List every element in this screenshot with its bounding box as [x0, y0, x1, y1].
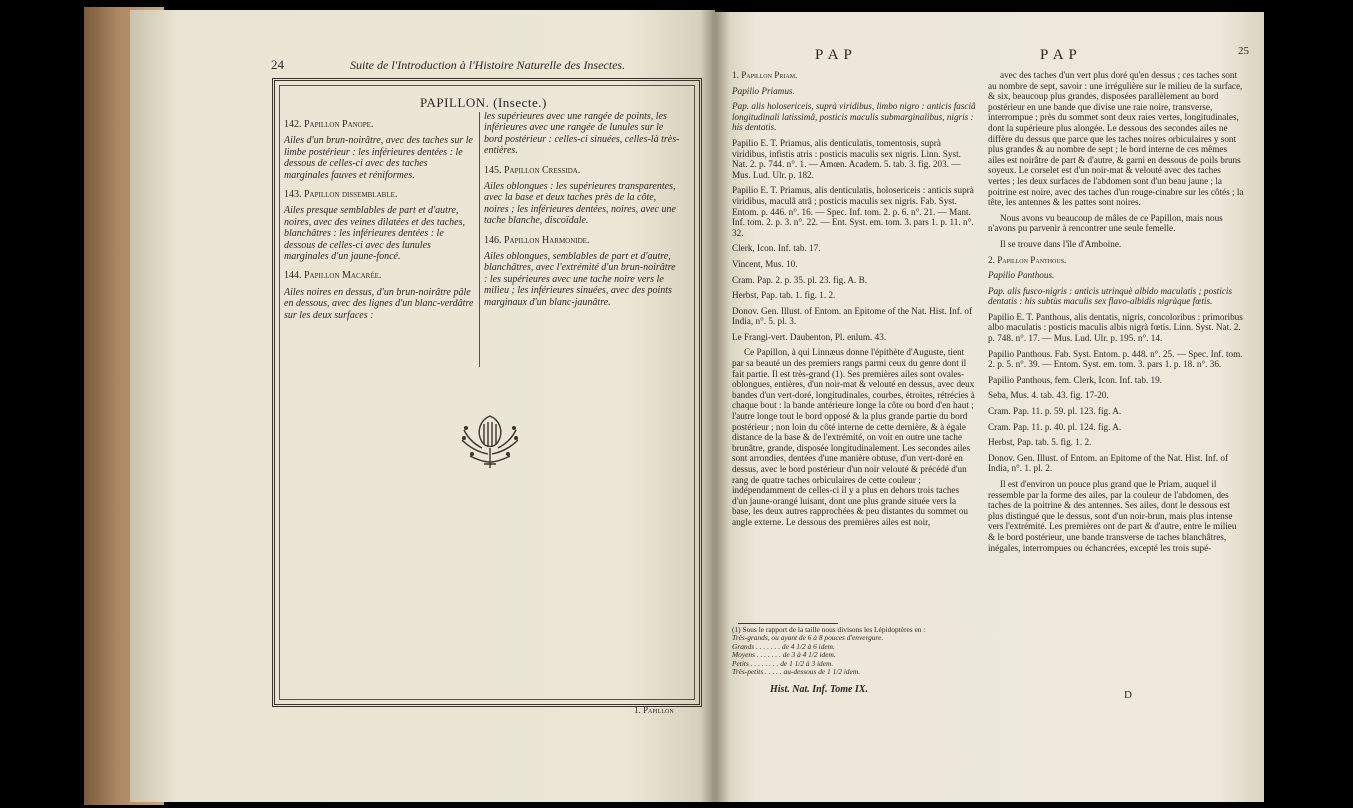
- reference-line: Herbst, Pap. tab. 5. fig. 1. 2.: [988, 437, 1092, 448]
- footnote-line: Moyens . . . . . . . de 3 à 4 1/2 idem.: [732, 650, 836, 660]
- reference-line: Papilio E. T. Priamus, alis denticulatis, tomentosis, suprà viridibus, infistis atris : posticis maculis sex nigris. Linn. Syst. Nat. 2. p. 744. n°. 1. — Amœn. Academ. 5. tab. 3. fig. 203. — Mus. Lud. Ulr. p. 182.: [732, 137, 961, 180]
- body-paragraph: Nous avons vu beaucoup de mâles de ce Papillon, mais nous n'avons pu parvenir à rencontrer une seule femelle.: [988, 212, 1223, 234]
- species-heading: 1. Papillon Priam.: [732, 70, 798, 80]
- right-column-1: [732, 70, 976, 533]
- reference-line: Cram. Pap. 11. p. 40. pl. 124. fig. A.: [988, 421, 1122, 432]
- latin-description: Papilio Priamus.: [732, 85, 795, 96]
- entry-description: Ailes oblongues : les supérieures transparentes, avec la base et deux taches près de la côte, noires ; les inférieures dentées, noires, avec une tache blanche, discoïdale.: [484, 181, 676, 227]
- reference-line: Cram. Pap. 11. p. 59. pl. 123. fig. A.: [988, 406, 1122, 417]
- entry-description: Ailes presque semblables de part et d'autre, noires, avec des veines dilatées et des taches, blanchâtres : les inférieures dentées : le dessous de celles-ci avec des lunules marginales d'un jaune-foncé.: [284, 205, 465, 263]
- body-paragraph: avec des taches d'un vert plus doré qu'en dessus ; ces taches sont au nombre de sept, savoir : une irrégulière sur le milieu de la surface, & six, beaucoup plus grandes, disposées parallèlement au bord postérieur en une bande que divise une raie noire, transverse, interrompue ; près du sommet sont deux raies vertes, longitudinales, dont la supérieure plus alongée. Le dessous des secondes ailes ne diffère du dessus que parce que les taches noires orbiculaires y sont plus grandes & au nombre de sept ; le bord interne de ces mêmes ailes est noirâtre de part & d'autre, & garni en dessous de poils bruns soyeux. Le corselet est d'un noir-mat & velouté avec des taches vertes ; les deux surfaces de l'abdomen sont d'un beau jaune ; la poitrine est noire, avec des taches d'un rouge-cinabre sur les côtés ; la tête, les antennes & les pattes sont noires.: [988, 70, 1244, 208]
- body-paragraph: Il est d'environ un pouce plus grand que le Priam, auquel il ressemble par la forme des ailes, par la couleur de l'abdomen, des taches de la poitrine & des antennes. Ses ailes, dont le dessous est plus distingué que le dessus, sont d'un noir-brun, mais plus intense vers l'extrémité. Les premières ont de part & d'autre, entre le milieu & le bord postérieur, une bande transverse de taches blanchâtres, inégales, interrompues ou échancrées, excepté les trois supé-: [988, 479, 1237, 553]
- footnote: [732, 626, 976, 676]
- entry-description: Ailes d'un brun-noirâtre, avec des taches sur le limbe postérieur : les inférieures dentées : le dessous de celles-ci avec des taches marginales fauves et réniformes.: [284, 135, 473, 181]
- right-head-right: P A P: [1040, 47, 1078, 63]
- reference-line: Seba, Mus. 4. tab. 43. fig. 17-20.: [988, 390, 1109, 401]
- reference-line: Le Frangi-vert. Daubenton, Pl. enlum. 43.: [732, 331, 887, 342]
- signature-line: Hist. Nat. Inf. Tome IX.: [770, 684, 868, 695]
- entry-description: les supérieures avec une rangée de points, les inférieures avec une rangée de lunules sur le bord postérieur : celles-ci sinuées, celles-là très-entières.: [484, 111, 680, 157]
- entry-description: Ailes oblongues, semblables de part et d'autre, blanchâtres, avec l'extrémité d'un brun-noirâtre : les supérieures avec une tache noire vers le milieu ; les inférieures sinuées, avec des points marginaux d'un blanc-jaunâtre.: [484, 251, 676, 308]
- reference-line: Papilio E. T. Priamus, alis denticulatis, holosericeis : anticis suprà viridibus, maculâ atrâ ; posticis maculis sex nigris. Fab. Syst. Entom. p. 446. n°. 16. — Spec. Inf. tom. 2. p. 6. n°. 21. — Mant. Inf. tom. 2. p. 3. n°. 22. — Ent. Syst. em. tom. 3. pars 1. p. 11. n°. 32.: [732, 185, 974, 238]
- left-catchword: 1. Papillon: [634, 705, 674, 715]
- footnote-line: Petits . . . . . . . . de 1 1/2 à 3 idem.: [732, 658, 834, 668]
- reference-line: Herbst, Pap. tab. 1. fig. 1. 2.: [732, 290, 836, 301]
- footnote-line: (1) Sous le rapport de la taille nous divisons les Lépidoptères en :: [732, 625, 926, 634]
- latin-description: Papilio Panthous.: [988, 270, 1055, 281]
- footnote-rule: [738, 623, 838, 624]
- footnote-line: Très-petits . . . . . au-dessous de 1 1/2 idem.: [732, 667, 861, 677]
- right-catchword: D: [1124, 689, 1132, 701]
- entry-heading: 142. Papillon Panope.: [284, 119, 374, 130]
- right-page-number: 25: [1238, 45, 1249, 57]
- reference-line: Vincent, Mus. 10.: [732, 258, 798, 269]
- lyre-ornament-icon: [458, 410, 522, 470]
- column-divider: [479, 112, 480, 367]
- footnote-line: Très-grands, ou ayant de 6 à 8 pouces d'envergure.: [732, 633, 884, 643]
- reference-line: Cram. Pap. 2. p. 35. pl. 23. fig. A. B.: [732, 274, 868, 285]
- reference-line: Papilio Panthous, fem. Clerk, Icon. Inf. tab. 19.: [988, 374, 1163, 385]
- reference-line: Donov. Gen. Illust. of Entom. an Epitome of the Nat. Hist. Inf. of India, n°. 1. pl. 2.: [988, 452, 1229, 474]
- right-column-2: [988, 70, 1244, 558]
- left-page-number: 24: [271, 57, 284, 72]
- book-gutter: [700, 10, 730, 802]
- entry-heading: 145. Papillon Cressida.: [484, 164, 581, 176]
- left-column-2: [484, 111, 680, 314]
- left-column-1: [284, 111, 474, 327]
- body-paragraph: Ce Papillon, à qui Linnæus donne l'épithète d'Auguste, tient par sa beauté un des premiers rangs parmi ceux du genre dont il fait partie. Il est très-grand (1). Ses premières ailes sont ovales-oblongues, entières, d'un noir-mat & velouté en dessus, avec deux bandes d'un vert-doré, longitudinales, courbes, étroites, rétrécies à chaque bout : la bande antérieure longe la côte ou bord d'en haut ; l'autre longe tout le bord opposé & la plus grande partie du bord postérieur ; non loin du côté interne de cette dernière, & à égale distance de la base & de l'extrémité, on voit en outre une tache brunâtre, grande, disposée longitudinalement. Les secondes ailes sont arrondies, dentées d'une manière obtuse, d'un vert-doré en dessus, avec le bord postérieur d'un noir velouté & précédé d'un rang de quatre taches orbiculaires de cette couleur ; indépendamment de celles-ci il y a plus en dehors trois taches d'un jaune-orangé luisant, dont une plus grande située vers la base, les deux autres rapprochées & peu distantes du sommet ou angle externe. Le dessous des premières ailes est noir,: [732, 347, 975, 527]
- reference-line: Donov. Gen. Illust. of Entom. an Epitome of the Nat. Hist. Inf. of India, n°. 5. pl. 3.: [732, 305, 973, 327]
- latin-description: Pap. alis fusco-nigris : anticis utrinquè albido maculatis ; posticis dentatis : his subtùs maculis sex flavo-albidis nigràque fœtis.: [988, 285, 1232, 307]
- reference-line: Papilio E. T. Panthous, alis dentatis, nigris, concoloribus : primoribus albo maculatis : posticis maculis albis nigrà fœtis. Linn. Syst. Nat. 2. p. 748. n°. 17. — Mus. Lud. Ulr. p. 195. n°. 14.: [988, 311, 1243, 344]
- left-running-head: Suite de l'Introduction à l'Histoire Naturelle des Insectes.: [350, 58, 626, 72]
- entry-heading: 143. Papillon dissemblable.: [284, 189, 398, 201]
- reference-line: Clerk, Icon. Inf. tab. 17.: [732, 243, 821, 254]
- entry-heading: 144. Papillon Macarée.: [284, 270, 382, 282]
- entry-heading: 146. Papillon Harmonide.: [484, 234, 590, 246]
- body-paragraph: Il se trouve dans l'île d'Amboine.: [1000, 238, 1122, 249]
- species-heading: 2. Papillon Panthous.: [988, 254, 1067, 265]
- right-head-left: P A P: [815, 47, 853, 63]
- latin-description: Pap. alis holosericeis, suprà viridibus, limbo nigro : anticis fasciâ longitudinali latissimâ, posticis maculis submarginalibus, nigris : his dentatis.: [732, 101, 976, 133]
- footnote-line: Grands . . . . . . . de 4 1/2 à 6 idem.: [732, 641, 835, 651]
- reference-line: Papilio Panthous. Fab. Syst. Entom. p. 448. n°. 25. — Spec. Inf. tom. 2. p. 5. n°. 39. — Entom. Syst. em. tom. 3. pars 1. p. 18. n°. 36.: [988, 348, 1243, 370]
- table-title: PAPILLON. (Insecte.): [420, 95, 547, 110]
- entry-description: Ailes noires en dessus, d'un brun-noirâtre pâle en dessous, avec des lignes d'un blanc-verdâtre sur les deux surfaces :: [284, 286, 474, 321]
